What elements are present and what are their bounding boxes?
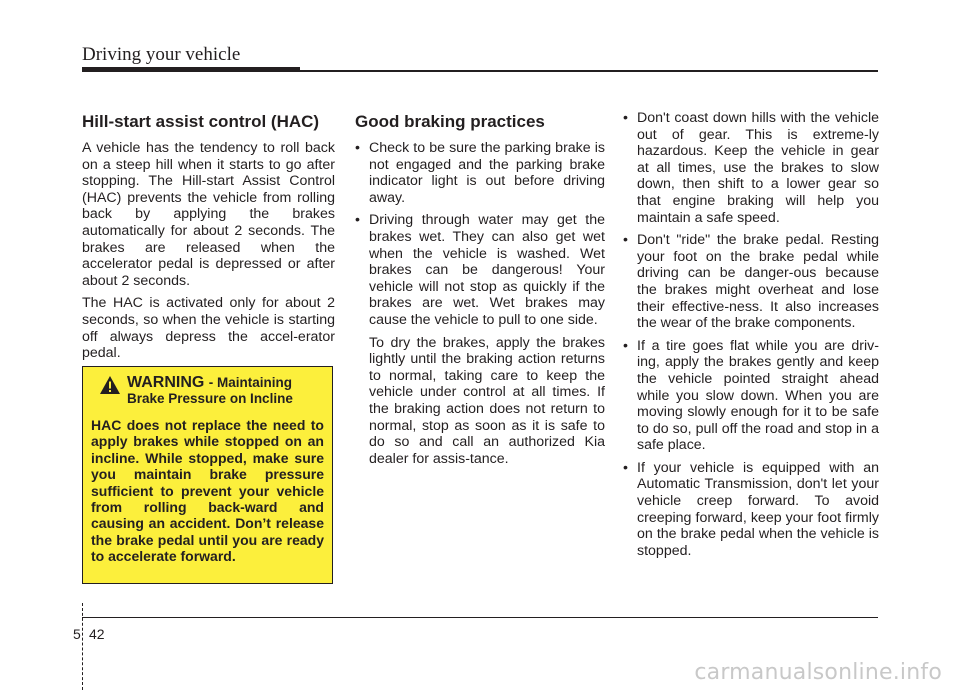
warning-box <box>82 366 333 584</box>
warning-subtitle-b: Brake Pressure on Incline <box>127 391 293 406</box>
header-rule-thick <box>82 67 300 72</box>
list-item <box>623 232 879 332</box>
bullet-glyph: • <box>623 337 628 354</box>
list-item-text: Driving through water may get the brakes wet. They can also get wet when the vehicle is washed. Wet brakes can be dangerous! Your vehicle will not stop as quickly if the brakes are wet. Wet brakes may cause the vehicle to pull to one side. <box>369 212 605 328</box>
braking-list <box>355 140 605 329</box>
list-item-text: Don't "ride" the brake pedal. Resting your foot on the brake pedal while driving can be danger-ous because the brakes might overheat and lose their effective-ness. It also increases the wear of the brake components. <box>637 232 879 332</box>
warning-title <box>127 375 293 407</box>
warning-body: HAC does not replace the need to apply brakes while stopped on an incline. While stopped, make sure you maintain brake pressure sufficient to prevent your vehicle from rolling back-ward and causing an accident. Don’t release the brake pedal until you are ready to accelerate forward. <box>91 417 324 565</box>
list-item <box>623 338 879 454</box>
bullet-glyph: • <box>623 110 628 126</box>
dry-brakes-paragraph: To dry the brakes, apply the brakes lightly until the braking action returns to normal, taking care to keep the vehicle under control at all times. If the braking action does not return to normal, stop as soon as it is safe to do so and call an authorized Kia dealer for assis-tance. <box>369 334 605 467</box>
list-item <box>623 110 879 226</box>
chapter-number: 5 <box>73 626 81 642</box>
column-braking-continued <box>623 110 879 565</box>
header-rule-thin <box>300 70 878 72</box>
column-braking <box>355 112 605 473</box>
warning-word: WARNING <box>127 374 205 391</box>
bullet-glyph: • <box>623 459 628 476</box>
warning-header <box>99 375 324 407</box>
list-item <box>623 460 879 560</box>
warning-subtitle-a: - Maintaining <box>208 375 293 390</box>
bullet-glyph: • <box>355 140 360 156</box>
list-item-text: Don't coast down hills with the vehicle out of gear. This is extreme-ly hazardous. Keep the vehicle in gear at all times, use the brakes to slow down, then shift to a lower gear so that engine braking will help you maintain a safe speed. <box>637 110 879 226</box>
bullet-glyph: • <box>623 232 628 249</box>
braking-list-continued <box>623 110 879 559</box>
bullet-glyph: • <box>355 212 360 229</box>
list-item <box>355 212 605 328</box>
page-header-title: Driving your vehicle <box>82 44 241 65</box>
hac-paragraph-1: A vehicle has the tendency to roll back on a steep hill when it starts to go after stopping. The Hill-start Assist Control (HAC) prevents the vehicle from rolling back by applying the brakes automatically for about 2 seconds. The brakes are released when the accelerator pedal is depressed or after about 2 seconds. <box>82 140 335 289</box>
list-item-text: Check to be sure the parking brake is not engaged and the parking brake indicator light is out before driving away. <box>369 140 605 206</box>
list-item <box>355 140 605 206</box>
list-item-text: If your vehicle is equipped with an Automatic Transmission, don't let your vehicle creep forward. To avoid creeping forward, keep your foot firmly on the brake pedal when the vehicle is stopped. <box>637 459 879 559</box>
column-hac <box>82 112 335 368</box>
list-item-text: If a tire goes flat while you are driv-ing, apply the brakes gently and keep the vehicle pointed straight ahead while you slow down. When you are moving slowly enough for it to be safe to do so, pull off the road and stop in a safe place. <box>637 337 879 454</box>
braking-heading: Good braking practices <box>355 112 545 131</box>
hac-heading: Hill-start assist control (HAC) <box>82 112 320 131</box>
page-number: 42 <box>89 626 105 642</box>
watermark: carmanualsonline.info <box>694 660 942 685</box>
footer-rule <box>82 617 878 618</box>
warning-triangle-icon <box>99 375 121 395</box>
hac-paragraph-2: The HAC is activated only for about 2 seconds, so when the vehicle is starting off always depress the accel-erator pedal. <box>82 295 335 362</box>
